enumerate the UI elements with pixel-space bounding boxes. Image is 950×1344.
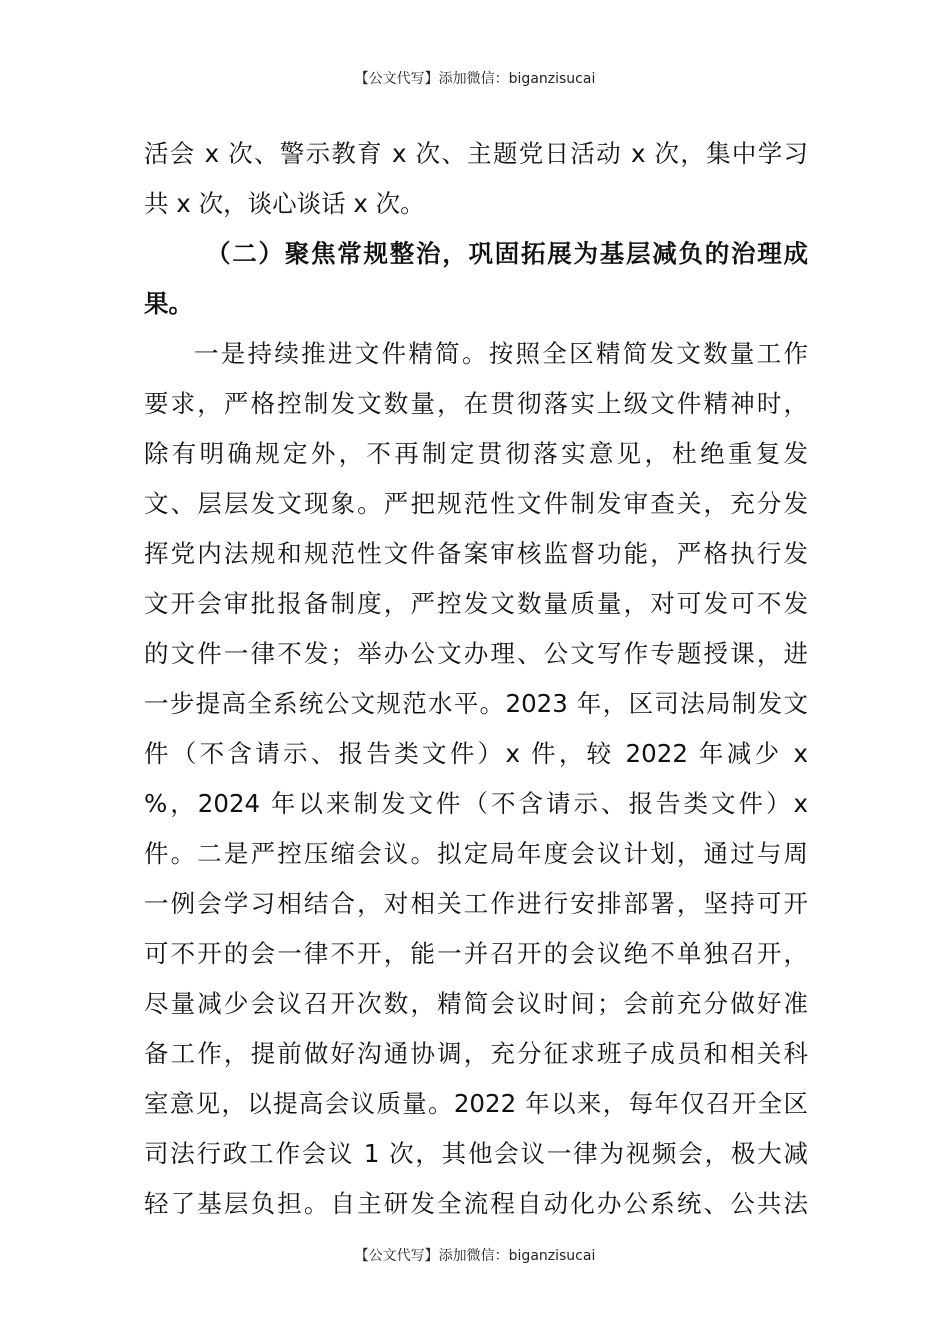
paragraph-line-8: 一步提高全系统公文规范水平。2023 年，区司法局制发文 xyxy=(144,689,808,718)
page-header-watermark: 【公文代写】添加微信：biganzisucai xyxy=(354,71,596,87)
paragraph-line-7: 的文件一律不发；举办公文办理、公文写作专题授课，进 xyxy=(144,639,808,668)
paragraph-line-9: 件（不含请示、报告类文件）x 件，较 2022 年减少 x xyxy=(144,739,808,768)
paragraph-line-15: 备工作，提前做好沟通协调，充分征求班子成员和相关科 xyxy=(144,1039,808,1068)
document-body xyxy=(144,129,808,1229)
paragraph-line-4: 文、层层发文现象。严把规范性文件制发审查关，充分发 xyxy=(144,489,808,518)
paragraph-line-17: 司法行政工作会议 1 次，其他会议一律为视频会，极大减 xyxy=(144,1139,808,1168)
paragraph-line-5: 挥党内法规和规范性文件备案审核监督功能，严格执行发 xyxy=(144,539,808,568)
paragraph-line-16: 室意见，以提高会议质量。2022 年以来，每年仅召开全区 xyxy=(144,1089,808,1118)
paragraph-line-13: 可不开的会一律不开，能一并召开的会议绝不单独召开， xyxy=(144,939,808,968)
section-heading-line-2: 果。 xyxy=(144,289,193,318)
paragraph-line-10: %，2024 年以来制发文件（不含请示、报告类文件）x xyxy=(144,789,808,818)
paragraph-line-6: 文开会审批报备制度，严控发文数量质量，对可发可不发 xyxy=(144,589,808,618)
page-footer-watermark: 【公文代写】添加微信：biganzisucai xyxy=(354,1248,596,1264)
paragraph-line-2: 要求，严格控制发文数量，在贯彻落实上级文件精神时， xyxy=(144,389,808,418)
paragraph-line-12: 一例会学习相结合，对相关工作进行安排部署，坚持可开 xyxy=(144,889,808,918)
section-heading-line-1: （二）聚焦常规整治，巩固拓展为基层减负的治理成 xyxy=(206,239,808,268)
paragraph-line-14: 尽量减少会议召开次数，精简会议时间；会前充分做好准 xyxy=(144,989,808,1018)
body-line-1: 活会 x 次、警示教育 x 次、主题党日活动 x 次，集中学习 xyxy=(144,139,808,168)
paragraph-line-18: 轻了基层负担。自主研发全流程自动化办公系统、公共法 xyxy=(144,1189,808,1218)
paragraph-line-11: 件。二是严控压缩会议。拟定局年度会议计划，通过与周 xyxy=(144,839,808,868)
body-line-2: 共 x 次，谈心谈话 x 次。 xyxy=(144,189,425,218)
paragraph-line-1: 一是持续推进文件精简。按照全区精简发文数量工作 xyxy=(194,339,808,368)
paragraph-line-3: 除有明确规定外，不再制定贯彻落实意见，杜绝重复发 xyxy=(144,439,808,468)
